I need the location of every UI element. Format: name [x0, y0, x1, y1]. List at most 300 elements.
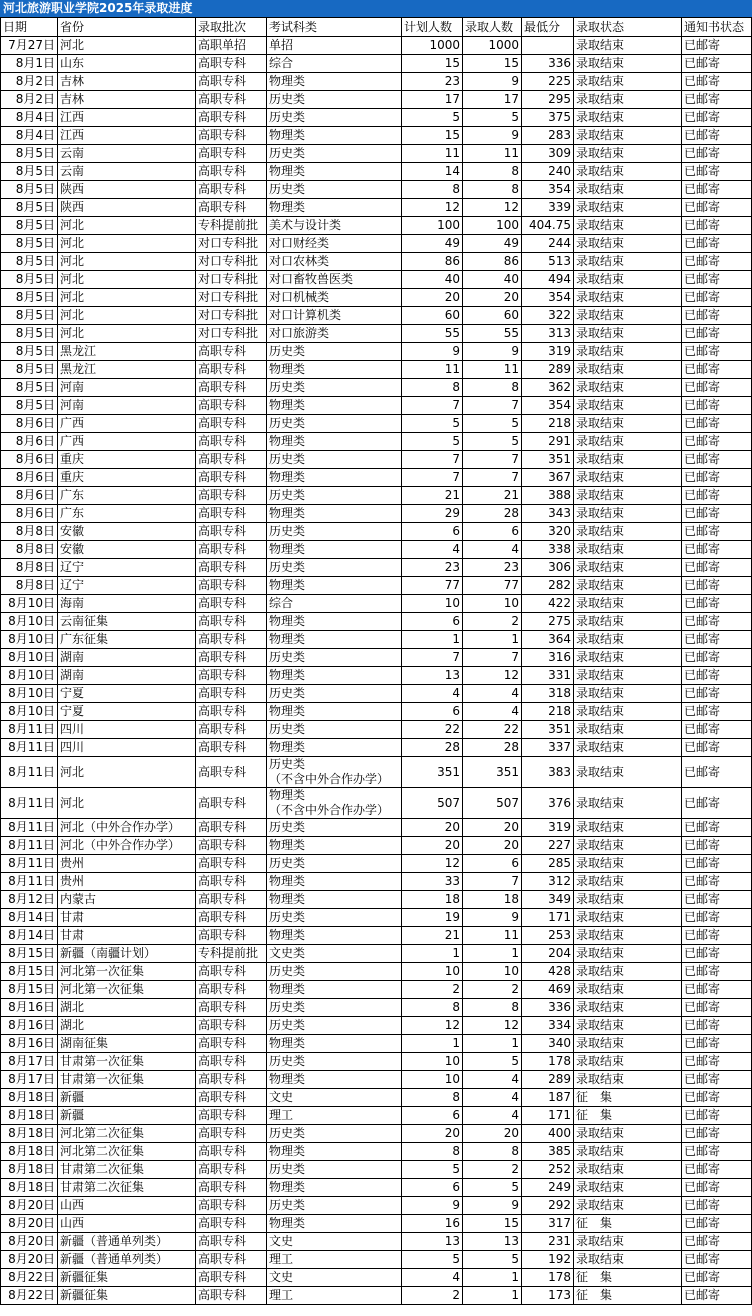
- table-row: [1, 891, 752, 909]
- cell-province: 河北: [58, 217, 196, 235]
- cell-min-score: 319: [522, 819, 574, 837]
- cell-batch: 高职专科: [196, 379, 267, 397]
- cell-date: 8月5日: [1, 253, 58, 271]
- cell-min-score: 316: [522, 649, 574, 667]
- table-header-row: [1, 18, 752, 37]
- cell-admitted: 5: [463, 1179, 522, 1197]
- table-row: [1, 613, 752, 631]
- cell-batch: 高职专科: [196, 631, 267, 649]
- cell-subject: 历史类: [267, 819, 402, 837]
- cell-status: 录取结束: [574, 235, 682, 253]
- cell-province: 新疆: [58, 1089, 196, 1107]
- cell-notice: 已邮寄: [682, 289, 752, 307]
- table-row: [1, 271, 752, 289]
- cell-plan: 15: [402, 55, 463, 73]
- cell-date: 7月27日: [1, 37, 58, 55]
- cell-date: 8月6日: [1, 505, 58, 523]
- cell-date: 8月10日: [1, 649, 58, 667]
- cell-batch: 高职专科: [196, 541, 267, 559]
- cell-notice: 已邮寄: [682, 271, 752, 289]
- cell-subject: 物理类: [267, 837, 402, 855]
- cell-date: 8月5日: [1, 307, 58, 325]
- cell-admitted: 8: [463, 181, 522, 199]
- cell-admitted: 8: [463, 379, 522, 397]
- cell-notice: 已邮寄: [682, 1089, 752, 1107]
- cell-admitted: 86: [463, 253, 522, 271]
- cell-min-score: 354: [522, 181, 574, 199]
- cell-date: 8月12日: [1, 891, 58, 909]
- cell-province: 河北: [58, 271, 196, 289]
- cell-province: 新疆（普通单列类）: [58, 1251, 196, 1269]
- cell-admitted: 17: [463, 91, 522, 109]
- cell-status: 录取结束: [574, 127, 682, 145]
- table-body: [1, 18, 752, 1305]
- cell-batch: 高职专科: [196, 361, 267, 379]
- cell-subject: 美术与设计类: [267, 217, 402, 235]
- cell-subject: 对口计算机类: [267, 307, 402, 325]
- cell-notice: 已邮寄: [682, 757, 752, 788]
- table-row: [1, 981, 752, 999]
- cell-admitted: 4: [463, 703, 522, 721]
- cell-batch: 对口专科批: [196, 253, 267, 271]
- cell-status: 录取结束: [574, 757, 682, 788]
- cell-plan: 2: [402, 981, 463, 999]
- cell-min-score: 339: [522, 199, 574, 217]
- cell-province: 广东征集: [58, 631, 196, 649]
- cell-province: 宁夏: [58, 685, 196, 703]
- cell-status: 录取结束: [574, 667, 682, 685]
- cell-notice: 已邮寄: [682, 469, 752, 487]
- cell-subject: 历史类: [267, 1125, 402, 1143]
- cell-notice: 已邮寄: [682, 1287, 752, 1305]
- cell-notice: 已邮寄: [682, 127, 752, 145]
- table-row: [1, 325, 752, 343]
- table-row: [1, 181, 752, 199]
- cell-batch: 高职专科: [196, 1269, 267, 1287]
- cell-subject: 文史: [267, 1233, 402, 1251]
- cell-subject: 历史类: [267, 1053, 402, 1071]
- cell-status: 录取结束: [574, 307, 682, 325]
- cell-plan: 10: [402, 1071, 463, 1089]
- cell-batch: 高职专科: [196, 1215, 267, 1233]
- table-row: [1, 1179, 752, 1197]
- cell-date: 8月5日: [1, 325, 58, 343]
- cell-subject: 理工: [267, 1287, 402, 1305]
- cell-date: 8月5日: [1, 343, 58, 361]
- cell-province: 黑龙江: [58, 343, 196, 361]
- cell-status: 录取结束: [574, 181, 682, 199]
- cell-status: 录取结束: [574, 891, 682, 909]
- table-row: [1, 873, 752, 891]
- cell-status: 录取结束: [574, 91, 682, 109]
- cell-batch: 高职专科: [196, 577, 267, 595]
- cell-min-score: 275: [522, 613, 574, 631]
- cell-notice: 已邮寄: [682, 541, 752, 559]
- cell-notice: 已邮寄: [682, 739, 752, 757]
- cell-date: 8月20日: [1, 1251, 58, 1269]
- cell-notice: 已邮寄: [682, 685, 752, 703]
- cell-province: 贵州: [58, 873, 196, 891]
- cell-subject: 物理类: [267, 981, 402, 999]
- table-row: [1, 91, 752, 109]
- cell-min-score: 187: [522, 1089, 574, 1107]
- cell-status: 录取结束: [574, 981, 682, 999]
- cell-notice: 已邮寄: [682, 595, 752, 613]
- cell-min-score: 173: [522, 1287, 574, 1305]
- cell-min-score: 469: [522, 981, 574, 999]
- cell-batch: 高职专科: [196, 1107, 267, 1125]
- cell-status: 录取结束: [574, 1233, 682, 1251]
- cell-admitted: 5: [463, 1251, 522, 1269]
- cell-subject: 物理类: [267, 361, 402, 379]
- cell-subject: 对口机械类: [267, 289, 402, 307]
- cell-status: 录取结束: [574, 343, 682, 361]
- cell-province: 河北: [58, 37, 196, 55]
- cell-admitted: 8: [463, 999, 522, 1017]
- cell-admitted: 20: [463, 837, 522, 855]
- cell-admitted: 28: [463, 505, 522, 523]
- cell-notice: 已邮寄: [682, 487, 752, 505]
- table-row: [1, 685, 752, 703]
- cell-province: 江西: [58, 127, 196, 145]
- cell-status: 录取结束: [574, 1251, 682, 1269]
- cell-status: 录取结束: [574, 927, 682, 945]
- cell-date: 8月11日: [1, 739, 58, 757]
- cell-admitted: 7: [463, 873, 522, 891]
- cell-plan: 20: [402, 819, 463, 837]
- cell-admitted: 20: [463, 1125, 522, 1143]
- cell-plan: 7: [402, 649, 463, 667]
- cell-subject: 历史类 （不含中外合作办学）: [267, 757, 402, 788]
- cell-admitted: 4: [463, 1089, 522, 1107]
- cell-date: 8月5日: [1, 163, 58, 181]
- cell-notice: 已邮寄: [682, 788, 752, 819]
- cell-admitted: 12: [463, 667, 522, 685]
- cell-province: 湖南: [58, 649, 196, 667]
- cell-notice: 已邮寄: [682, 163, 752, 181]
- cell-plan: 55: [402, 325, 463, 343]
- table-row: [1, 487, 752, 505]
- table-row: [1, 541, 752, 559]
- cell-date: 8月5日: [1, 397, 58, 415]
- cell-subject: 历史类: [267, 145, 402, 163]
- cell-min-score: 340: [522, 1035, 574, 1053]
- cell-admitted: 1: [463, 1269, 522, 1287]
- cell-province: 河北（中外合作办学）: [58, 837, 196, 855]
- cell-date: 8月6日: [1, 487, 58, 505]
- cell-status: 录取结束: [574, 1197, 682, 1215]
- cell-min-score: 376: [522, 788, 574, 819]
- cell-province: 新疆（普通单列类）: [58, 1233, 196, 1251]
- cell-min-score: 253: [522, 927, 574, 945]
- cell-subject: 物理类: [267, 927, 402, 945]
- cell-admitted: 20: [463, 819, 522, 837]
- cell-notice: 已邮寄: [682, 451, 752, 469]
- table-row: [1, 739, 752, 757]
- cell-subject: 物理类: [267, 1179, 402, 1197]
- cell-status: 录取结束: [574, 37, 682, 55]
- cell-date: 8月17日: [1, 1071, 58, 1089]
- cell-notice: 已邮寄: [682, 891, 752, 909]
- cell-notice: 已邮寄: [682, 145, 752, 163]
- cell-notice: 已邮寄: [682, 523, 752, 541]
- table-row: [1, 235, 752, 253]
- cell-status: 录取结束: [574, 1017, 682, 1035]
- table-row: [1, 199, 752, 217]
- cell-status: 录取结束: [574, 433, 682, 451]
- cell-batch: 高职专科: [196, 415, 267, 433]
- cell-admitted: 4: [463, 1071, 522, 1089]
- cell-plan: 13: [402, 1233, 463, 1251]
- cell-subject: 物理类: [267, 433, 402, 451]
- cell-status: 录取结束: [574, 145, 682, 163]
- cell-min-score: 282: [522, 577, 574, 595]
- cell-batch: 高职专科: [196, 181, 267, 199]
- cell-date: 8月1日: [1, 55, 58, 73]
- cell-plan: 5: [402, 109, 463, 127]
- cell-min-score: 240: [522, 163, 574, 181]
- cell-status: 录取结束: [574, 721, 682, 739]
- cell-batch: 高职专科: [196, 873, 267, 891]
- cell-batch: 高职专科: [196, 1035, 267, 1053]
- cell-batch: 高职专科: [196, 1179, 267, 1197]
- cell-plan: 5: [402, 433, 463, 451]
- cell-batch: 高职专科: [196, 397, 267, 415]
- cell-date: 8月10日: [1, 631, 58, 649]
- cell-plan: 33: [402, 873, 463, 891]
- cell-status: 录取结束: [574, 1161, 682, 1179]
- cell-date: 8月10日: [1, 613, 58, 631]
- cell-province: 安徽: [58, 523, 196, 541]
- table-row: [1, 788, 752, 819]
- cell-admitted: 507: [463, 788, 522, 819]
- cell-status: 录取结束: [574, 855, 682, 873]
- cell-notice: 已邮寄: [682, 945, 752, 963]
- cell-notice: 已邮寄: [682, 703, 752, 721]
- table-row: [1, 1053, 752, 1071]
- cell-plan: 6: [402, 703, 463, 721]
- cell-notice: 已邮寄: [682, 837, 752, 855]
- table-row: [1, 469, 752, 487]
- cell-notice: 已邮寄: [682, 181, 752, 199]
- cell-province: 吉林: [58, 91, 196, 109]
- cell-batch: 高职专科: [196, 343, 267, 361]
- cell-notice: 已邮寄: [682, 909, 752, 927]
- cell-notice: 已邮寄: [682, 1269, 752, 1287]
- cell-batch: 高职专科: [196, 703, 267, 721]
- cell-plan: 8: [402, 1143, 463, 1161]
- cell-status: 录取结束: [574, 1071, 682, 1089]
- cell-status: 录取结束: [574, 379, 682, 397]
- cell-subject: 历史类: [267, 343, 402, 361]
- cell-status: 录取结束: [574, 788, 682, 819]
- cell-plan: 19: [402, 909, 463, 927]
- cell-date: 8月15日: [1, 981, 58, 999]
- cell-province: 新疆: [58, 1107, 196, 1125]
- table-row: [1, 577, 752, 595]
- cell-province: 江西: [58, 109, 196, 127]
- cell-admitted: 9: [463, 909, 522, 927]
- cell-admitted: 9: [463, 343, 522, 361]
- cell-plan: 23: [402, 559, 463, 577]
- cell-subject: 历史类: [267, 487, 402, 505]
- cell-admitted: 5: [463, 415, 522, 433]
- cell-province: 云南: [58, 163, 196, 181]
- cell-plan: 7: [402, 451, 463, 469]
- cell-status: 录取结束: [574, 505, 682, 523]
- cell-date: 8月18日: [1, 1107, 58, 1125]
- table-row: [1, 1143, 752, 1161]
- cell-admitted: 351: [463, 757, 522, 788]
- cell-batch: 高职专科: [196, 891, 267, 909]
- cell-date: 8月20日: [1, 1197, 58, 1215]
- cell-subject: 历史类: [267, 685, 402, 703]
- cell-subject: 物理类: [267, 73, 402, 91]
- cell-status: 录取结束: [574, 487, 682, 505]
- cell-plan: 507: [402, 788, 463, 819]
- cell-province: 河北第一次征集: [58, 981, 196, 999]
- cell-notice: 已邮寄: [682, 559, 752, 577]
- cell-plan: 6: [402, 1179, 463, 1197]
- cell-province: 广西: [58, 415, 196, 433]
- cell-subject: 物理类: [267, 1215, 402, 1233]
- cell-plan: 5: [402, 415, 463, 433]
- table-row: [1, 721, 752, 739]
- cell-notice: 已邮寄: [682, 397, 752, 415]
- cell-admitted: 12: [463, 1017, 522, 1035]
- cell-admitted: 49: [463, 235, 522, 253]
- cell-subject: 历史类: [267, 1017, 402, 1035]
- cell-notice: 已邮寄: [682, 1053, 752, 1071]
- cell-province: 云南: [58, 145, 196, 163]
- table-row: [1, 523, 752, 541]
- cell-date: 8月5日: [1, 379, 58, 397]
- cell-date: 8月5日: [1, 289, 58, 307]
- cell-province: 甘肃第二次征集: [58, 1161, 196, 1179]
- cell-plan: 40: [402, 271, 463, 289]
- cell-date: 8月5日: [1, 217, 58, 235]
- cell-status: 录取结束: [574, 1143, 682, 1161]
- cell-province: 甘肃: [58, 927, 196, 945]
- cell-plan: 12: [402, 199, 463, 217]
- table-row: [1, 361, 752, 379]
- cell-subject: 历史类: [267, 909, 402, 927]
- cell-date: 8月22日: [1, 1269, 58, 1287]
- cell-status: 录取结束: [574, 685, 682, 703]
- cell-notice: 已邮寄: [682, 505, 752, 523]
- cell-admitted: 12: [463, 199, 522, 217]
- cell-province: 甘肃第一次征集: [58, 1071, 196, 1089]
- cell-plan: 4: [402, 1269, 463, 1287]
- cell-min-score: 218: [522, 415, 574, 433]
- cell-admitted: 28: [463, 739, 522, 757]
- cell-plan: 20: [402, 837, 463, 855]
- cell-status: 录取结束: [574, 909, 682, 927]
- table-row: [1, 703, 752, 721]
- cell-plan: 22: [402, 721, 463, 739]
- cell-status: 录取结束: [574, 55, 682, 73]
- cell-plan: 100: [402, 217, 463, 235]
- cell-date: 8月15日: [1, 963, 58, 981]
- cell-batch: 高职专科: [196, 1125, 267, 1143]
- cell-admitted: 11: [463, 145, 522, 163]
- cell-admitted: 18: [463, 891, 522, 909]
- cell-admitted: 7: [463, 451, 522, 469]
- cell-date: 8月14日: [1, 927, 58, 945]
- cell-notice: 已邮寄: [682, 343, 752, 361]
- cell-plan: 29: [402, 505, 463, 523]
- cell-min-score: 227: [522, 837, 574, 855]
- cell-min-score: 171: [522, 909, 574, 927]
- cell-province: 河北: [58, 253, 196, 271]
- cell-province: 海南: [58, 595, 196, 613]
- cell-date: 8月18日: [1, 1143, 58, 1161]
- cell-subject: 历史类: [267, 451, 402, 469]
- cell-province: 山西: [58, 1197, 196, 1215]
- cell-batch: 高职单招: [196, 37, 267, 55]
- cell-notice: 已邮寄: [682, 217, 752, 235]
- table-row: [1, 1251, 752, 1269]
- cell-plan: 7: [402, 397, 463, 415]
- cell-batch: 高职专科: [196, 1017, 267, 1035]
- cell-province: 安徽: [58, 541, 196, 559]
- cell-min-score: 306: [522, 559, 574, 577]
- cell-province: 四川: [58, 739, 196, 757]
- cell-date: 8月11日: [1, 855, 58, 873]
- table-row: [1, 649, 752, 667]
- cell-admitted: 9: [463, 73, 522, 91]
- cell-date: 8月18日: [1, 1161, 58, 1179]
- cell-notice: 已邮寄: [682, 199, 752, 217]
- cell-status: 录取结束: [574, 451, 682, 469]
- cell-subject: 对口畜牧兽医类: [267, 271, 402, 289]
- cell-notice: 已邮寄: [682, 855, 752, 873]
- cell-min-score: 178: [522, 1053, 574, 1071]
- cell-province: 贵州: [58, 855, 196, 873]
- cell-province: 陕西: [58, 181, 196, 199]
- table-row: [1, 631, 752, 649]
- cell-min-score: 283: [522, 127, 574, 145]
- cell-subject: 物理类 （不含中外合作办学）: [267, 788, 402, 819]
- cell-subject: 物理类: [267, 199, 402, 217]
- cell-province: 河南: [58, 397, 196, 415]
- cell-plan: 6: [402, 523, 463, 541]
- cell-batch: 高职专科: [196, 788, 267, 819]
- cell-subject: 历史类: [267, 415, 402, 433]
- cell-notice: 已邮寄: [682, 721, 752, 739]
- cell-notice: 已邮寄: [682, 307, 752, 325]
- cell-batch: 高职专科: [196, 1053, 267, 1071]
- cell-admitted: 7: [463, 469, 522, 487]
- cell-min-score: 349: [522, 891, 574, 909]
- cell-status: 征 集: [574, 1287, 682, 1305]
- cell-batch: 高职专科: [196, 451, 267, 469]
- cell-batch: 高职专科: [196, 1143, 267, 1161]
- cell-min-score: 289: [522, 361, 574, 379]
- table-row: [1, 217, 752, 235]
- cell-plan: 11: [402, 361, 463, 379]
- cell-batch: 对口专科批: [196, 289, 267, 307]
- cell-subject: 历史类: [267, 109, 402, 127]
- cell-batch: 高职专科: [196, 855, 267, 873]
- cell-min-score: 367: [522, 469, 574, 487]
- cell-notice: 已邮寄: [682, 379, 752, 397]
- cell-min-score: 244: [522, 235, 574, 253]
- table-row: [1, 945, 752, 963]
- cell-plan: 20: [402, 289, 463, 307]
- cell-notice: 已邮寄: [682, 1107, 752, 1125]
- cell-batch: 高职专科: [196, 649, 267, 667]
